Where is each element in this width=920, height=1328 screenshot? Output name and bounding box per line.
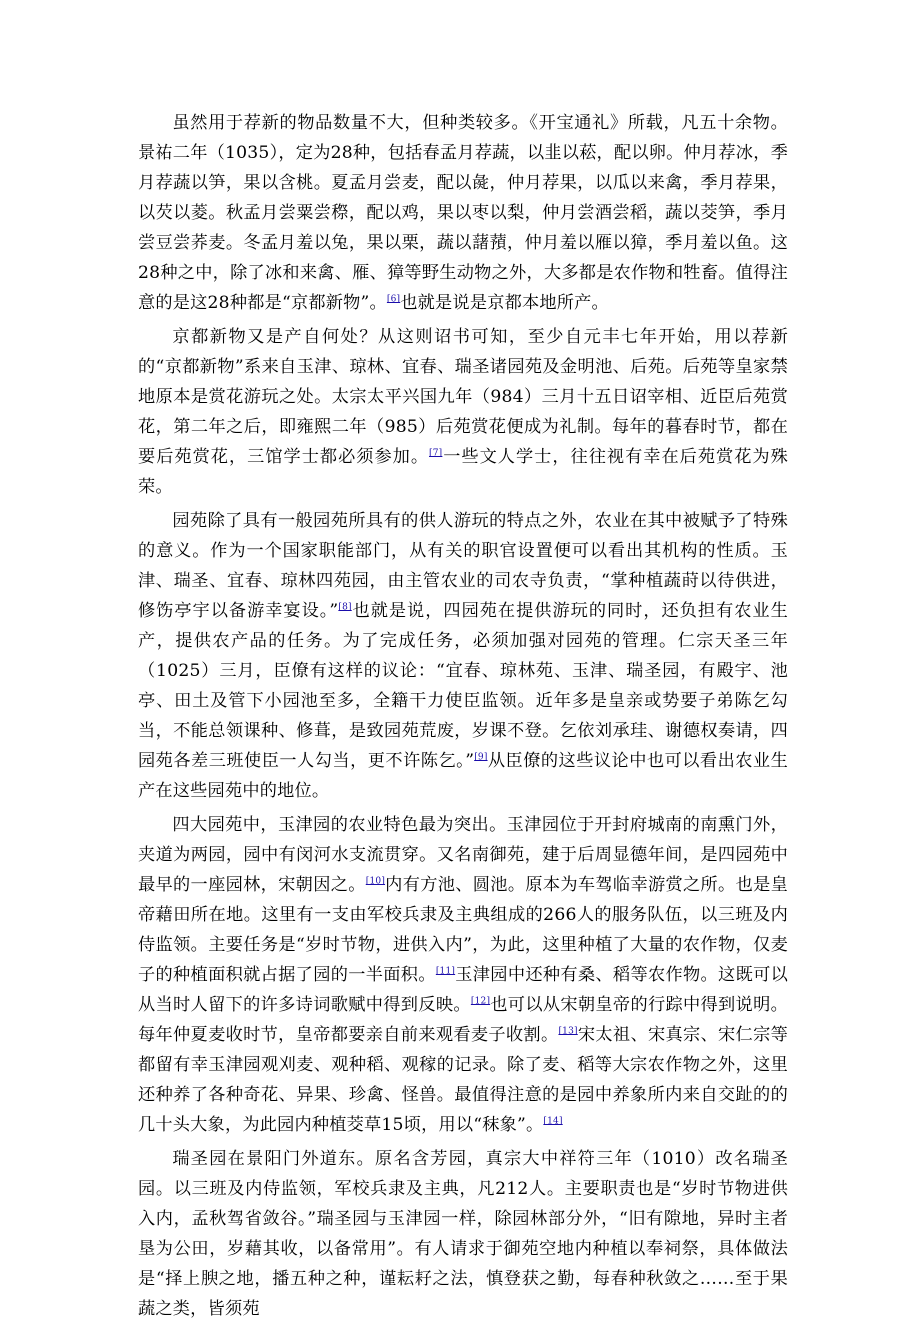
- paragraph-text: 四大园苑中，玉津园的农业特色最为突出。玉津园位于开封府城南的南熏门外，夹道为两园，园中有闵河水支流贯穿。又名南御苑，建于后周显德年间，是四园苑中最早的一座园林，宋朝因之。: [138, 815, 788, 895]
- paragraph-text: 虽然用于荐新的物品数量不大，但种类较多。《开宝通礼》所载，凡五十余物。景祐二年（1035），定为28种，包括春孟月荐蔬，以韭以菘，配以卵。仲月荐冰，季月荐蔬以笋，果以含桃。夏孟月尝麦，配以彘，仲月荐果，以瓜以来禽，季月荐果，以芡以菱。秋孟月尝粟尝穄，配以鸡，果以枣以梨，仲月尝酒尝稻，蔬以茭笋，季月尝豆尝荞麦。冬孟月羞以兔，果以栗，蔬以藷蕷，仲月羞以雁以獐，季月羞以鱼。这28种之中，除了冰和来禽、雁、獐等野生动物之外，大多都是农作物和牲畜。值得注意的是这28种都是“京都新物”。: [138, 113, 788, 313]
- paragraph-text: 园苑除了具有一般园苑所具有的供人游玩的特点之外，农业在其中被赋予了特殊的意义。作为一个国家职能部门，从有关的职官设置便可以看出其机构的性质。玉津、瑞圣、宜春、琼林四苑园，由主管农业的司农寺负责，“掌种植蔬莳以待供进，修饬亭宇以备游幸宴设。”: [138, 511, 788, 621]
- paragraph-text: 也就是说，四园苑在提供游玩的同时，还负担有农业生产，提供农产品的任务。为了完成任务，必须加强对园苑的管理。仁宗天圣三年（1025）三月，臣僚有这样的议论：“宜春、琼林苑、玉津、瑞圣园，有殿宇、池亭、田土及管下小园池至多，全籍干力使臣监领。近年多是皇亲或势要子弟陈乞勾当，不能总领课种、修葺，是致园苑荒废，岁课不登。乞依刘承珪、谢德权奏请，四园苑各差三班使臣一人勾当，更不许陈乞。”: [138, 601, 788, 771]
- paragraph-text: 也就是说是京都本地所产。: [400, 293, 609, 313]
- footnote-link[interactable]: [10]: [365, 876, 386, 887]
- paragraph: [138, 108, 788, 318]
- footnote-link[interactable]: [6]: [386, 294, 401, 305]
- document-body: [138, 108, 788, 1328]
- footnote-link[interactable]: [9]: [474, 752, 488, 763]
- footnote-link[interactable]: [8]: [338, 602, 352, 613]
- paragraph: [138, 810, 788, 1140]
- paragraph: [138, 1144, 788, 1324]
- paragraph-text: 宋太祖、宋真宗、宋仁宗等都留有幸玉津园观刈麦、观种稻、观稼的记录。除了麦、稻等大宗农作物之外，这里还种养了各种奇花、异果、珍禽、怪兽。最值得注意的是园中养象所内来自交趾的的几十头大象，为此园内种植茭草15顷，用以“秣象”。: [138, 1025, 788, 1135]
- footnote-link[interactable]: [14]: [543, 1116, 563, 1127]
- footnote-link[interactable]: [11]: [435, 966, 456, 977]
- paragraph-text: 一些文人学士，往往视有幸在后苑赏花为殊荣。: [138, 447, 788, 497]
- paragraph: [138, 506, 788, 806]
- paragraph-text: 从臣僚的这些议论中也可以看出农业生产在这些园苑中的地位。: [138, 751, 788, 801]
- paragraph-text: 京都新物又是产自何处？从这则诏书可知，至少自元丰七年开始，用以荐新的“京都新物”系来自玉津、琼林、宜春、瑞圣诸园苑及金明池、后苑。后苑等皇家禁地原本是赏花游玩之处。太宗太平兴国九年（984）三月十五日诏宰相、近臣后苑赏花，第二年之后，即雍熙二年（985）后苑赏花便成为礼制。每年的暮春时节，都在要后苑赏花，三馆学士都必须参加。: [138, 327, 788, 467]
- paragraph-text: 也可以从宋朝皇帝的行踪中得到说明。每年仲夏麦收时节，皇帝都要亲自前来观看麦子收割。: [138, 995, 788, 1045]
- paragraph-text: 瑞圣园在景阳门外道东。原名含芳园，真宗大中祥符三年（1010）改名瑞圣园。以三班及内侍监领，军校兵隶及主典，凡212人。主要职责也是“岁时节物进供入内，孟秋驾省敛谷。”瑞圣园与玉津园一样，除园林部分外，“旧有隙地，异时主者垦为公田，岁藉其收，以备常用”。有人请求于御苑空地内种植以奉祠祭，具体做法是“择上腴之地，播五种之种，谨耘耔之法，慎登获之勤，每春种秋敛之……至于果蔬之类，皆须苑: [138, 1149, 788, 1319]
- paragraph: [138, 322, 788, 502]
- paragraph-text: 内有方池、圆池。原本为车驾临幸游赏之所。也是皇帝藉田所在地。这里有一支由军校兵隶及主典组成的266人的服务队伍，以三班及内侍监领。主要任务是“岁时节物，进供入内”，为此，这里种植了大量的农作物，仅麦子的种植面积就占据了园的一半面积。: [138, 875, 788, 985]
- paragraph-text: 玉津园中还种有桑、稻等农作物。这既可以从当时人留下的许多诗词歌赋中得到反映。: [138, 965, 788, 1015]
- footnote-link[interactable]: [13]: [558, 1026, 578, 1037]
- footnote-link[interactable]: [12]: [470, 996, 491, 1007]
- footnote-link[interactable]: [7]: [429, 448, 443, 459]
